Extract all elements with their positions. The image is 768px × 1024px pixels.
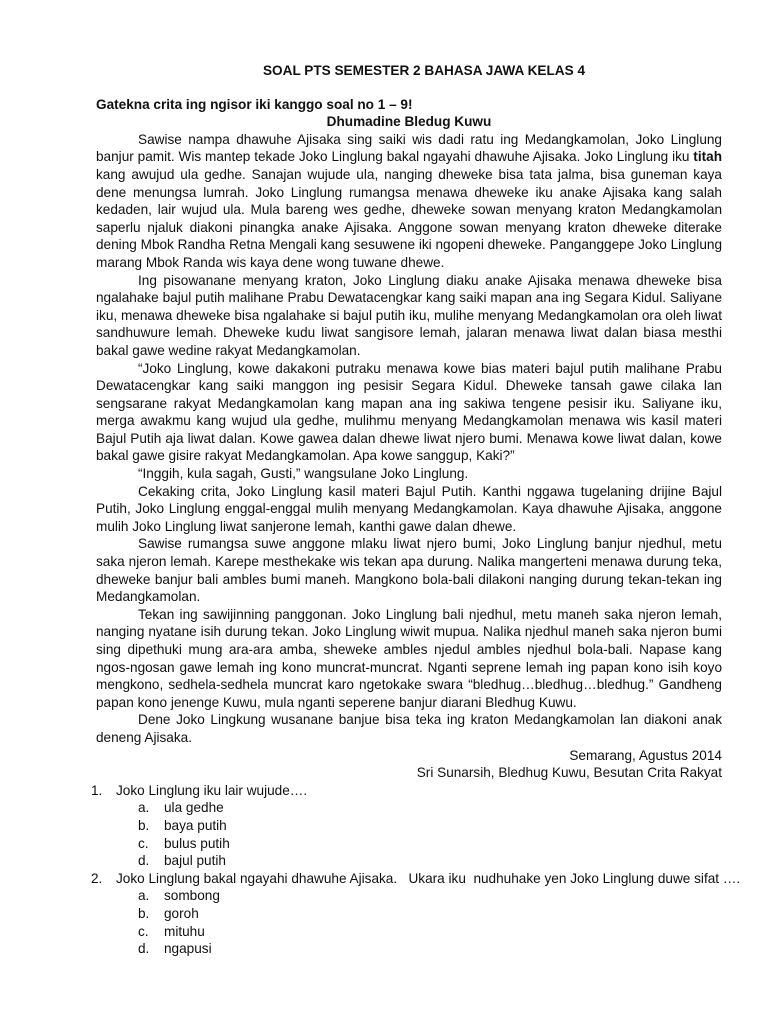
instruction: Gatekna crita ing ngisor iki kanggo soal no 1 – 9! — [96, 96, 413, 112]
source-reference: Sri Sunarsih, Bledhug Kuwu, Besutan Crita Rakyat — [416, 765, 722, 781]
option-a: a. sombong — [138, 888, 220, 904]
option-d: d. ngapusi — [138, 941, 212, 957]
option-c: c. bulus putih — [138, 835, 230, 851]
story-paragraph: Tekan ing sawijinning panggonan. Joko Linglung bali njedhul, metu maneh saka njeron lemah, nanging nyatane isih durung tekan. Joko Linglung wiwit mupua. Nalika njedhul maneh saka njeron bumi sing dipethuki mung ara-ara amba, sheweke ambles njedul ambles njedhul bola-bali. Napase kang ngos-ngosan gawe lemah ing kono muncrat-muncrat. Nganti seprene lemah ing papan kono isih koyo mengkono, sedhela-sedhela muncrat karo ngetokake swara “bledhug…bledhug…bledhug.” Gandheng papan kono jenenge Kuwu, mula nganti seperene banjur diarani Bledhug Kuwu. — [96, 606, 722, 710]
story-paragraph: Sawise rumangsa suwe anggone mlaku liwat njero bumi, Joko Linglung banjur njedhul, metu saka njeron lemah. Karepe mesthekake wis tekan apa durung. Nalika mangerteni menawa durung teka, dheweke banjur bali ambles bumi maneh. Mangkono bola-bali dilakoni nanging durung tekan-tekan ing Medangkamolan. — [96, 536, 722, 605]
option-a: a. ula gedhe — [138, 800, 224, 816]
story-paragraph: Sawise nampa dhawuhe Ajisaka sing saiki wis dadi ratu ing Medangkamolan, Joko Linglung banjur pamit. Wis mantep tekade Joko Linglung bakal ngayahi dhawuhe Ajisaka. Joko Linglung iku titah kang awujud ula gedhe. Sanajan wujude ula, nanging dheweke bisa tata jalma, bisa guneman kaya dene menungsa lumrah. Joko Linglung rumangsa menawa dheweke iku anake Ajisaka kang salah kedaden, lair wujud ula. Mula bareng wes gedhe, dheweke sowan menyang kraton Medangkamolan saperlu njaluk diakoni pinangka anake Ajisaka. Anggone sowan menyang kraton dheweke diterake dening Mbok Randha Retna Mengali kang sesuwene iki ngopeni dheweke. Panganggepe Joko Linglung marang Mbok Randa wis kaya dene wong tuwane dhewe. — [96, 131, 722, 270]
option-d: d. bajul putih — [138, 853, 226, 869]
question-text: Joko Linglung bakal ngayahi dhawuhe Ajisaka. Ukara iku nudhuhake yen Joko Linglung duwe sifat …. — [116, 870, 741, 886]
option-list — [116, 887, 722, 957]
option-b: b. goroh — [138, 905, 199, 921]
question-list — [91, 782, 741, 958]
question-number: 1. — [91, 782, 103, 798]
question-text: Joko Linglung iku lair wujude…. — [116, 782, 308, 798]
story-title: Dhumadine Bledug Kuwu — [326, 114, 492, 130]
story-paragraph: “Inggih, kula sagah, Gusti,” wangsulane Joko Linglung. — [138, 466, 469, 482]
story-body — [96, 131, 722, 747]
option-c: c. mituhu — [138, 923, 205, 939]
source-date: Semarang, Agustus 2014 — [569, 747, 722, 763]
option-b: b. baya putih — [138, 817, 227, 833]
document-title: SOAL PTS SEMESTER 2 BAHASA JAWA KELAS 4 — [262, 63, 586, 78]
document-content — [91, 62, 741, 958]
question-2 — [91, 870, 741, 958]
story-paragraph: Cekaking crita, Joko Linglung kasil materi Bajul Putih. Kanthi nggawa tugelaning drijine Bajul Putih, Joko Linglung enggal-enggal mulih menyang Medangkamolan. Kaya dhawuhe Ajisaka, anggone mulih Joko Linglung liwat sanjerone lemah, kanthi gawe dalan dhewe. — [96, 483, 722, 534]
story-paragraph: Ing pisowanane menyang kraton, Joko Linglung diaku anake Ajisaka menawa dheweke bisa ngalahake bajul putih malihane Prabu Dewatacengkar kang saiki mapan ana ing Segara Kidul. Saliyane iku, menawa dheweke bisa ngalahake si bajul putih iku, mulihe menyang Medangkamolan ora oleh liwat sandhuwure lemah. Dheweke kudu liwat sangisore lemah, jalaran menawa liwat dalan biasa mesthi bakal gawe wedine rakyat Medangkamolan. — [96, 272, 722, 358]
question-number: 2. — [91, 870, 103, 886]
story-paragraph: “Joko Linglung, kowe dakakoni putraku menawa kowe bias materi bajul putih malihane Prabu Dewatacengkar kang saiki manggon ing pesisir Segara Kidul. Dheweke tansah gawe cilaka lan sengsarane rakyat Medangkamolan kang mapan ana ing sakiwa tengene pesisir iku. Saliyane iku, merga awakmu kang wujud ula gedhe, mulihmu menyang Medangkamolan menawa wis kasil materi Bajul Putih aja liwat dalan. Kowe gawea dalan dhewe liwat njero bumi. Menawa kowe liwat dalan, kowe bakal gawe gisire rakyat Medangkamolan. Apa kowe sanggup, Kaki?” — [96, 360, 722, 464]
question-1 — [91, 782, 722, 870]
option-list — [116, 799, 722, 869]
story-paragraph: Dene Joko Lingkung wusanane banjue bisa teka ing kraton Medangkamolan lan diakoni anak deneng Ajisaka. — [96, 712, 722, 745]
